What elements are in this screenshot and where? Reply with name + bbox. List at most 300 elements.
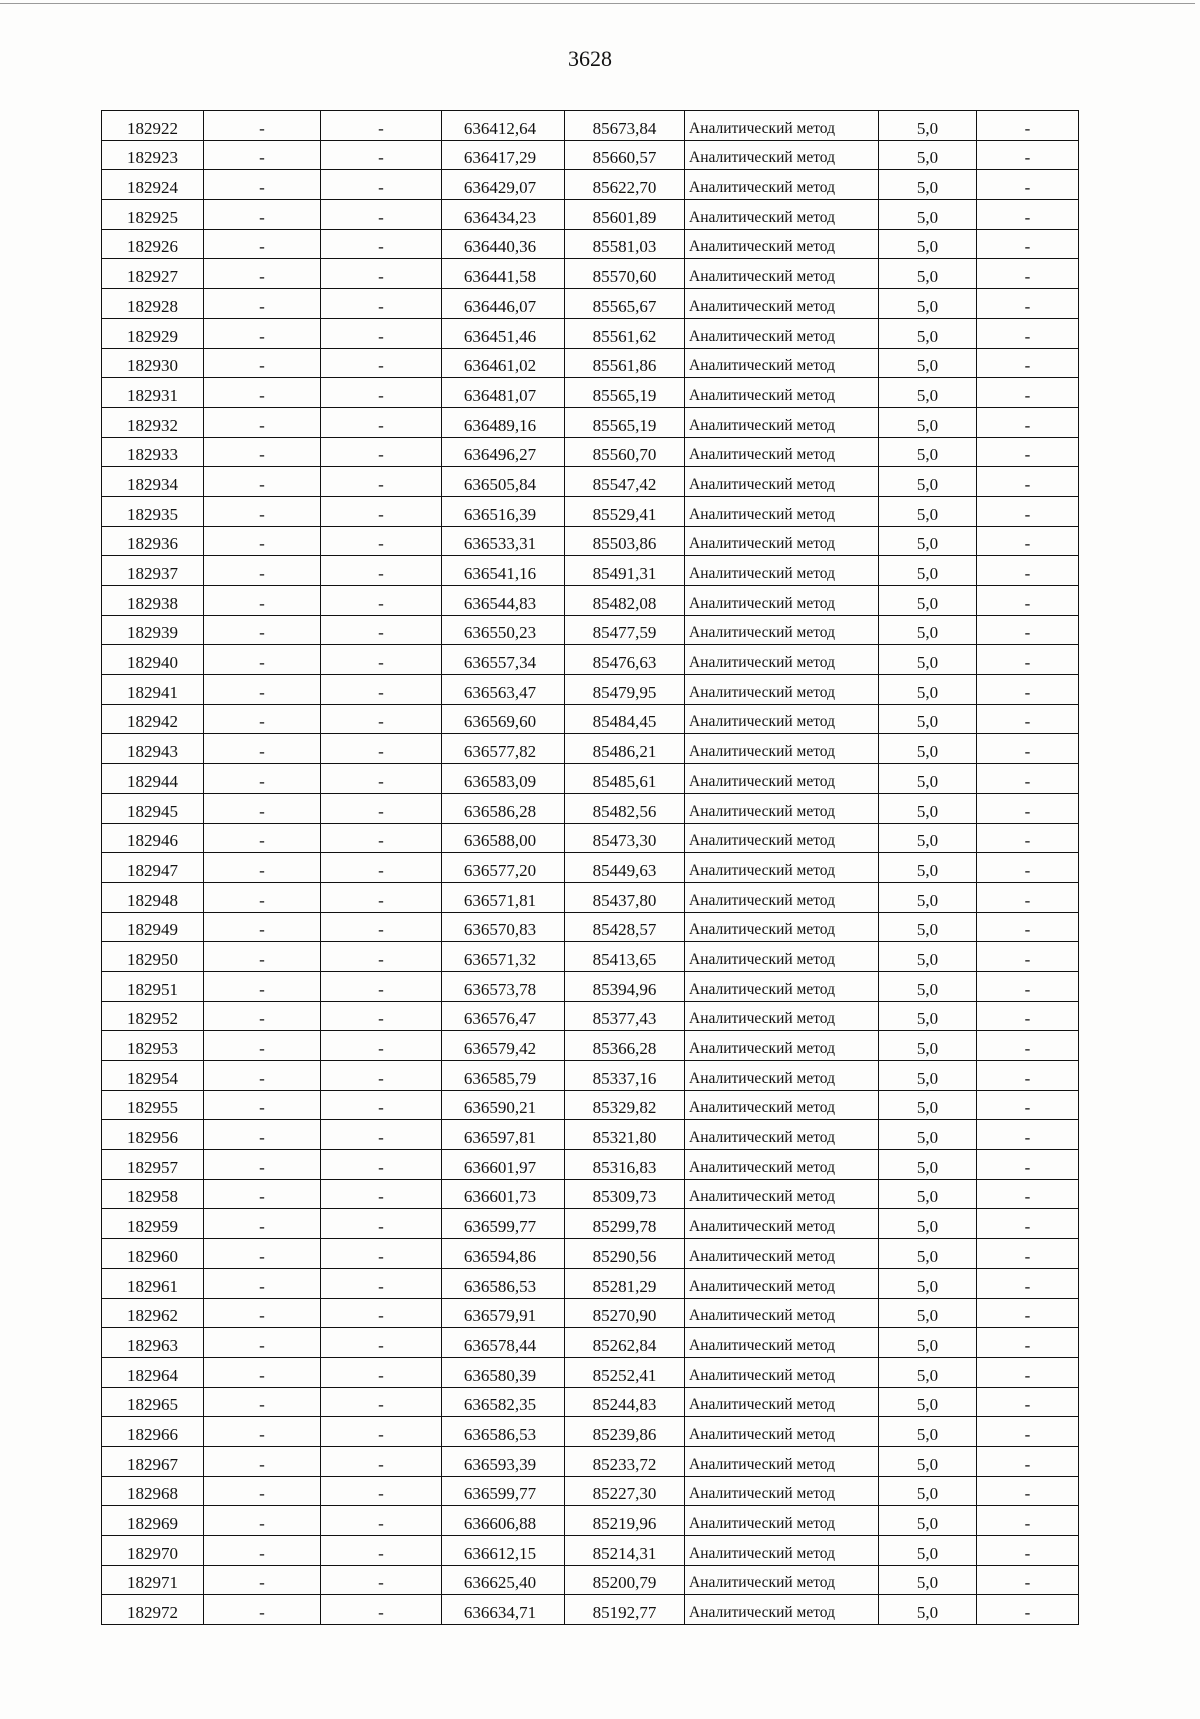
y-coordinate-cell: 85200,79	[565, 1565, 685, 1595]
blank-cell-3: -	[977, 1001, 1079, 1031]
table-row	[102, 1565, 1079, 1595]
blank-cell-3: -	[977, 259, 1079, 289]
point-number-cell: 182944	[102, 764, 204, 794]
x-coordinate-cell: 636590,21	[442, 1090, 565, 1120]
point-number-cell: 182933	[102, 437, 204, 467]
blank-cell-1: -	[204, 734, 321, 764]
accuracy-cell: 5,0	[879, 971, 977, 1001]
y-coordinate-cell: 85449,63	[565, 853, 685, 883]
method-cell: Аналитический метод	[685, 1001, 879, 1031]
blank-cell-3: -	[977, 853, 1079, 883]
accuracy-cell: 5,0	[879, 318, 977, 348]
x-coordinate-cell: 636496,27	[442, 437, 565, 467]
y-coordinate-cell: 85192,77	[565, 1595, 685, 1625]
blank-cell-2: -	[321, 1506, 442, 1536]
blank-cell-3: -	[977, 1446, 1079, 1476]
accuracy-cell: 5,0	[879, 1001, 977, 1031]
blank-cell-1: -	[204, 942, 321, 972]
point-number-cell: 182961	[102, 1268, 204, 1298]
x-coordinate-cell: 636446,07	[442, 289, 565, 319]
accuracy-cell: 5,0	[879, 111, 977, 141]
blank-cell-2: -	[321, 1476, 442, 1506]
point-number-cell: 182941	[102, 675, 204, 705]
x-coordinate-cell: 636579,91	[442, 1298, 565, 1328]
blank-cell-1: -	[204, 971, 321, 1001]
y-coordinate-cell: 85394,96	[565, 971, 685, 1001]
blank-cell-1: -	[204, 853, 321, 883]
blank-cell-3: -	[977, 1239, 1079, 1269]
point-number-cell: 182969	[102, 1506, 204, 1536]
point-number-cell: 182959	[102, 1209, 204, 1239]
accuracy-cell: 5,0	[879, 793, 977, 823]
blank-cell-3: -	[977, 1536, 1079, 1566]
y-coordinate-cell: 85485,61	[565, 764, 685, 794]
method-cell: Аналитический метод	[685, 1031, 879, 1061]
blank-cell-2: -	[321, 378, 442, 408]
table-row	[102, 586, 1079, 616]
method-cell: Аналитический метод	[685, 229, 879, 259]
y-coordinate-cell: 85316,83	[565, 1150, 685, 1180]
point-number-cell: 182934	[102, 467, 204, 497]
table-row	[102, 1446, 1079, 1476]
method-cell: Аналитический метод	[685, 1209, 879, 1239]
blank-cell-1: -	[204, 1268, 321, 1298]
blank-cell-1: -	[204, 1446, 321, 1476]
blank-cell-3: -	[977, 1595, 1079, 1625]
coordinates-table	[101, 110, 1079, 1625]
point-number-cell: 182943	[102, 734, 204, 764]
method-cell: Аналитический метод	[685, 1446, 879, 1476]
table-row	[102, 467, 1079, 497]
y-coordinate-cell: 85239,86	[565, 1417, 685, 1447]
blank-cell-1: -	[204, 764, 321, 794]
accuracy-cell: 5,0	[879, 586, 977, 616]
table-row	[102, 526, 1079, 556]
y-coordinate-cell: 85329,82	[565, 1090, 685, 1120]
point-number-cell: 182952	[102, 1001, 204, 1031]
blank-cell-3: -	[977, 645, 1079, 675]
point-number-cell: 182942	[102, 704, 204, 734]
accuracy-cell: 5,0	[879, 1595, 977, 1625]
method-cell: Аналитический метод	[685, 1357, 879, 1387]
x-coordinate-cell: 636461,02	[442, 348, 565, 378]
table-row	[102, 1031, 1079, 1061]
blank-cell-1: -	[204, 1298, 321, 1328]
accuracy-cell: 5,0	[879, 1446, 977, 1476]
method-cell: Аналитический метод	[685, 467, 879, 497]
x-coordinate-cell: 636585,79	[442, 1061, 565, 1091]
blank-cell-3: -	[977, 1357, 1079, 1387]
y-coordinate-cell: 85476,63	[565, 645, 685, 675]
method-cell: Аналитический метод	[685, 259, 879, 289]
x-coordinate-cell: 636634,71	[442, 1595, 565, 1625]
y-coordinate-cell: 85622,70	[565, 170, 685, 200]
x-coordinate-cell: 636573,78	[442, 971, 565, 1001]
blank-cell-2: -	[321, 467, 442, 497]
point-number-cell: 182971	[102, 1565, 204, 1595]
blank-cell-2: -	[321, 1565, 442, 1595]
accuracy-cell: 5,0	[879, 1239, 977, 1269]
method-cell: Аналитический метод	[685, 1417, 879, 1447]
blank-cell-1: -	[204, 823, 321, 853]
table-row	[102, 1417, 1079, 1447]
x-coordinate-cell: 636533,31	[442, 526, 565, 556]
y-coordinate-cell: 85477,59	[565, 615, 685, 645]
table-row	[102, 289, 1079, 319]
x-coordinate-cell: 636563,47	[442, 675, 565, 705]
table-row	[102, 229, 1079, 259]
table-row	[102, 111, 1079, 141]
table-row	[102, 1536, 1079, 1566]
method-cell: Аналитический метод	[685, 140, 879, 170]
blank-cell-1: -	[204, 615, 321, 645]
accuracy-cell: 5,0	[879, 1387, 977, 1417]
method-cell: Аналитический метод	[685, 1150, 879, 1180]
accuracy-cell: 5,0	[879, 1476, 977, 1506]
x-coordinate-cell: 636612,15	[442, 1536, 565, 1566]
accuracy-cell: 5,0	[879, 1417, 977, 1447]
accuracy-cell: 5,0	[879, 853, 977, 883]
y-coordinate-cell: 85561,62	[565, 318, 685, 348]
x-coordinate-cell: 636601,73	[442, 1179, 565, 1209]
method-cell: Аналитический метод	[685, 496, 879, 526]
y-coordinate-cell: 85214,31	[565, 1536, 685, 1566]
table-row	[102, 259, 1079, 289]
method-cell: Аналитический метод	[685, 615, 879, 645]
blank-cell-2: -	[321, 971, 442, 1001]
point-number-cell: 182931	[102, 378, 204, 408]
accuracy-cell: 5,0	[879, 1506, 977, 1536]
method-cell: Аналитический метод	[685, 793, 879, 823]
blank-cell-1: -	[204, 407, 321, 437]
y-coordinate-cell: 85561,86	[565, 348, 685, 378]
table-row	[102, 942, 1079, 972]
blank-cell-2: -	[321, 437, 442, 467]
point-number-cell: 182953	[102, 1031, 204, 1061]
blank-cell-3: -	[977, 882, 1079, 912]
x-coordinate-cell: 636576,47	[442, 1001, 565, 1031]
accuracy-cell: 5,0	[879, 1268, 977, 1298]
method-cell: Аналитический метод	[685, 556, 879, 586]
blank-cell-3: -	[977, 1179, 1079, 1209]
table-row	[102, 1476, 1079, 1506]
blank-cell-1: -	[204, 526, 321, 556]
accuracy-cell: 5,0	[879, 348, 977, 378]
point-number-cell: 182927	[102, 259, 204, 289]
y-coordinate-cell: 85377,43	[565, 1001, 685, 1031]
blank-cell-3: -	[977, 615, 1079, 645]
method-cell: Аналитический метод	[685, 407, 879, 437]
point-number-cell: 182947	[102, 853, 204, 883]
x-coordinate-cell: 636505,84	[442, 467, 565, 497]
accuracy-cell: 5,0	[879, 407, 977, 437]
x-coordinate-cell: 636429,07	[442, 170, 565, 200]
x-coordinate-cell: 636557,34	[442, 645, 565, 675]
point-number-cell: 182954	[102, 1061, 204, 1091]
blank-cell-3: -	[977, 229, 1079, 259]
point-number-cell: 182938	[102, 586, 204, 616]
point-number-cell: 182972	[102, 1595, 204, 1625]
accuracy-cell: 5,0	[879, 1357, 977, 1387]
blank-cell-2: -	[321, 853, 442, 883]
table-row	[102, 1209, 1079, 1239]
accuracy-cell: 5,0	[879, 259, 977, 289]
blank-cell-2: -	[321, 764, 442, 794]
accuracy-cell: 5,0	[879, 526, 977, 556]
point-number-cell: 182932	[102, 407, 204, 437]
y-coordinate-cell: 85482,08	[565, 586, 685, 616]
table-row	[102, 1357, 1079, 1387]
y-coordinate-cell: 85673,84	[565, 111, 685, 141]
accuracy-cell: 5,0	[879, 289, 977, 319]
accuracy-cell: 5,0	[879, 1179, 977, 1209]
point-number-cell: 182957	[102, 1150, 204, 1180]
point-number-cell: 182966	[102, 1417, 204, 1447]
blank-cell-1: -	[204, 675, 321, 705]
blank-cell-3: -	[977, 823, 1079, 853]
method-cell: Аналитический метод	[685, 1506, 879, 1536]
accuracy-cell: 5,0	[879, 556, 977, 586]
x-coordinate-cell: 636594,86	[442, 1239, 565, 1269]
blank-cell-2: -	[321, 348, 442, 378]
method-cell: Аналитический метод	[685, 942, 879, 972]
accuracy-cell: 5,0	[879, 1090, 977, 1120]
scan-edge-line	[0, 3, 1195, 4]
accuracy-cell: 5,0	[879, 200, 977, 230]
point-number-cell: 182936	[102, 526, 204, 556]
blank-cell-3: -	[977, 1298, 1079, 1328]
point-number-cell: 182958	[102, 1179, 204, 1209]
table-row	[102, 1120, 1079, 1150]
blank-cell-1: -	[204, 1536, 321, 1566]
blank-cell-3: -	[977, 1150, 1079, 1180]
table-row	[102, 1506, 1079, 1536]
blank-cell-3: -	[977, 496, 1079, 526]
x-coordinate-cell: 636481,07	[442, 378, 565, 408]
point-number-cell: 182968	[102, 1476, 204, 1506]
table-row	[102, 200, 1079, 230]
y-coordinate-cell: 85290,56	[565, 1239, 685, 1269]
y-coordinate-cell: 85491,31	[565, 556, 685, 586]
y-coordinate-cell: 85299,78	[565, 1209, 685, 1239]
x-coordinate-cell: 636541,16	[442, 556, 565, 586]
blank-cell-1: -	[204, 111, 321, 141]
table-row	[102, 348, 1079, 378]
x-coordinate-cell: 636599,77	[442, 1476, 565, 1506]
y-coordinate-cell: 85547,42	[565, 467, 685, 497]
blank-cell-3: -	[977, 912, 1079, 942]
y-coordinate-cell: 85565,19	[565, 407, 685, 437]
accuracy-cell: 5,0	[879, 1120, 977, 1150]
y-coordinate-cell: 85428,57	[565, 912, 685, 942]
table-row	[102, 1061, 1079, 1091]
blank-cell-2: -	[321, 526, 442, 556]
blank-cell-1: -	[204, 348, 321, 378]
x-coordinate-cell: 636570,83	[442, 912, 565, 942]
table-row	[102, 140, 1079, 170]
x-coordinate-cell: 636417,29	[442, 140, 565, 170]
blank-cell-1: -	[204, 170, 321, 200]
table-row	[102, 704, 1079, 734]
x-coordinate-cell: 636544,83	[442, 586, 565, 616]
blank-cell-2: -	[321, 496, 442, 526]
blank-cell-2: -	[321, 289, 442, 319]
y-coordinate-cell: 85660,57	[565, 140, 685, 170]
point-number-cell: 182930	[102, 348, 204, 378]
blank-cell-2: -	[321, 912, 442, 942]
accuracy-cell: 5,0	[879, 912, 977, 942]
x-coordinate-cell: 636571,32	[442, 942, 565, 972]
y-coordinate-cell: 85437,80	[565, 882, 685, 912]
method-cell: Аналитический метод	[685, 1061, 879, 1091]
x-coordinate-cell: 636586,53	[442, 1268, 565, 1298]
x-coordinate-cell: 636578,44	[442, 1328, 565, 1358]
method-cell: Аналитический метод	[685, 734, 879, 764]
accuracy-cell: 5,0	[879, 615, 977, 645]
point-number-cell: 182945	[102, 793, 204, 823]
blank-cell-3: -	[977, 289, 1079, 319]
table-row	[102, 1328, 1079, 1358]
method-cell: Аналитический метод	[685, 704, 879, 734]
blank-cell-2: -	[321, 111, 442, 141]
method-cell: Аналитический метод	[685, 1298, 879, 1328]
method-cell: Аналитический метод	[685, 853, 879, 883]
blank-cell-2: -	[321, 1595, 442, 1625]
blank-cell-3: -	[977, 942, 1079, 972]
blank-cell-1: -	[204, 1595, 321, 1625]
table-row	[102, 1090, 1079, 1120]
blank-cell-2: -	[321, 1387, 442, 1417]
x-coordinate-cell: 636582,35	[442, 1387, 565, 1417]
y-coordinate-cell: 85570,60	[565, 259, 685, 289]
method-cell: Аналитический метод	[685, 1239, 879, 1269]
blank-cell-2: -	[321, 318, 442, 348]
table-row	[102, 734, 1079, 764]
accuracy-cell: 5,0	[879, 1209, 977, 1239]
point-number-cell: 182963	[102, 1328, 204, 1358]
accuracy-cell: 5,0	[879, 1061, 977, 1091]
method-cell: Аналитический метод	[685, 1268, 879, 1298]
blank-cell-2: -	[321, 1209, 442, 1239]
method-cell: Аналитический метод	[685, 1595, 879, 1625]
point-number-cell: 182929	[102, 318, 204, 348]
blank-cell-2: -	[321, 1090, 442, 1120]
point-number-cell: 182960	[102, 1239, 204, 1269]
blank-cell-1: -	[204, 259, 321, 289]
method-cell: Аналитический метод	[685, 912, 879, 942]
table-row	[102, 675, 1079, 705]
x-coordinate-cell: 636580,39	[442, 1357, 565, 1387]
method-cell: Аналитический метод	[685, 1090, 879, 1120]
blank-cell-2: -	[321, 1536, 442, 1566]
blank-cell-2: -	[321, 1031, 442, 1061]
y-coordinate-cell: 85281,29	[565, 1268, 685, 1298]
blank-cell-1: -	[204, 1417, 321, 1447]
blank-cell-2: -	[321, 882, 442, 912]
method-cell: Аналитический метод	[685, 1120, 879, 1150]
blank-cell-3: -	[977, 1417, 1079, 1447]
point-number-cell: 182926	[102, 229, 204, 259]
table-row	[102, 1298, 1079, 1328]
accuracy-cell: 5,0	[879, 734, 977, 764]
blank-cell-1: -	[204, 645, 321, 675]
point-number-cell: 182962	[102, 1298, 204, 1328]
accuracy-cell: 5,0	[879, 378, 977, 408]
x-coordinate-cell: 636440,36	[442, 229, 565, 259]
x-coordinate-cell: 636434,23	[442, 200, 565, 230]
y-coordinate-cell: 85227,30	[565, 1476, 685, 1506]
blank-cell-3: -	[977, 1031, 1079, 1061]
x-coordinate-cell: 636569,60	[442, 704, 565, 734]
blank-cell-1: -	[204, 200, 321, 230]
y-coordinate-cell: 85366,28	[565, 1031, 685, 1061]
x-coordinate-cell: 636516,39	[442, 496, 565, 526]
method-cell: Аналитический метод	[685, 1387, 879, 1417]
method-cell: Аналитический метод	[685, 882, 879, 912]
y-coordinate-cell: 85262,84	[565, 1328, 685, 1358]
y-coordinate-cell: 85270,90	[565, 1298, 685, 1328]
blank-cell-1: -	[204, 882, 321, 912]
blank-cell-2: -	[321, 734, 442, 764]
blank-cell-3: -	[977, 1506, 1079, 1536]
table-row	[102, 823, 1079, 853]
blank-cell-1: -	[204, 289, 321, 319]
x-coordinate-cell: 636583,09	[442, 764, 565, 794]
blank-cell-3: -	[977, 1565, 1079, 1595]
method-cell: Аналитический метод	[685, 170, 879, 200]
method-cell: Аналитический метод	[685, 586, 879, 616]
method-cell: Аналитический метод	[685, 971, 879, 1001]
table-body	[102, 111, 1079, 1625]
method-cell: Аналитический метод	[685, 1565, 879, 1595]
table-row	[102, 1387, 1079, 1417]
table-row	[102, 793, 1079, 823]
blank-cell-1: -	[204, 1476, 321, 1506]
table-row	[102, 318, 1079, 348]
point-number-cell: 182935	[102, 496, 204, 526]
blank-cell-2: -	[321, 170, 442, 200]
blank-cell-1: -	[204, 1506, 321, 1536]
blank-cell-2: -	[321, 1298, 442, 1328]
point-number-cell: 182950	[102, 942, 204, 972]
blank-cell-1: -	[204, 1120, 321, 1150]
accuracy-cell: 5,0	[879, 1298, 977, 1328]
method-cell: Аналитический метод	[685, 111, 879, 141]
x-coordinate-cell: 636451,46	[442, 318, 565, 348]
point-number-cell: 182940	[102, 645, 204, 675]
accuracy-cell: 5,0	[879, 823, 977, 853]
x-coordinate-cell: 636625,40	[442, 1565, 565, 1595]
blank-cell-1: -	[204, 496, 321, 526]
blank-cell-1: -	[204, 1328, 321, 1358]
y-coordinate-cell: 85560,70	[565, 437, 685, 467]
accuracy-cell: 5,0	[879, 704, 977, 734]
x-coordinate-cell: 636579,42	[442, 1031, 565, 1061]
blank-cell-3: -	[977, 764, 1079, 794]
accuracy-cell: 5,0	[879, 1031, 977, 1061]
blank-cell-3: -	[977, 556, 1079, 586]
method-cell: Аналитический метод	[685, 675, 879, 705]
y-coordinate-cell: 85565,67	[565, 289, 685, 319]
point-number-cell: 182967	[102, 1446, 204, 1476]
table-row	[102, 1179, 1079, 1209]
table-row	[102, 407, 1079, 437]
blank-cell-2: -	[321, 586, 442, 616]
accuracy-cell: 5,0	[879, 645, 977, 675]
blank-cell-3: -	[977, 1120, 1079, 1150]
x-coordinate-cell: 636489,16	[442, 407, 565, 437]
point-number-cell: 182948	[102, 882, 204, 912]
